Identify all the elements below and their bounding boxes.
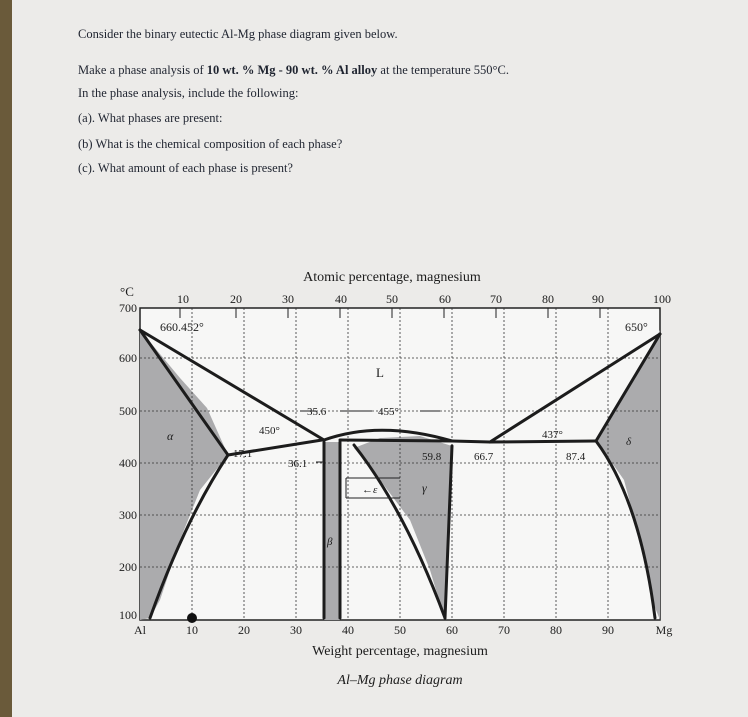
c36-label: 36.1: [288, 458, 308, 470]
marked-alloy-point: [187, 613, 197, 623]
t437-label: 437°: [542, 429, 563, 441]
atomic-tick: 30: [282, 292, 294, 306]
c59-label: 59.8: [422, 451, 442, 463]
question-item-c: (c). What amount of each phase is present?: [78, 161, 293, 175]
delta-label: δ: [626, 436, 632, 448]
right-element-label: Mg: [655, 623, 673, 637]
question-task: Make a phase analysis of 10 wt. % Mg - 90 wt. % Al alloy at the temperature 550°C.: [78, 63, 509, 77]
weight-tick: 30: [290, 623, 302, 637]
question-item-b: (b) What is the chemical composition of each phase?: [78, 137, 343, 151]
atomic-tick: 10: [177, 292, 189, 306]
atomic-tick: 60: [439, 292, 451, 306]
temp-tick: 600: [119, 351, 137, 365]
temperature-tick-labels: [119, 301, 137, 622]
temp-tick: 700: [119, 301, 137, 315]
liquid-label: L: [376, 365, 384, 380]
atomic-tick: 20: [230, 292, 242, 306]
weight-tick: 70: [498, 623, 510, 637]
left-element-label: Al: [134, 623, 146, 637]
atomic-tick: 70: [490, 292, 502, 306]
atomic-tick: 40: [335, 292, 347, 306]
temp-tick: 300: [119, 508, 137, 522]
bottom-axis-title: Weight percentage, magnesium: [312, 644, 488, 659]
c35-label: 35.6: [307, 406, 327, 418]
atomic-tick-labels: [177, 292, 671, 306]
temp-tick: 400: [119, 456, 137, 470]
epsilon-label: ←ε: [362, 484, 378, 496]
temp-tick: 500: [119, 404, 137, 418]
c87-label: 87.4: [566, 451, 586, 463]
atomic-tick: 80: [542, 292, 554, 306]
weight-tick: 40: [342, 623, 354, 637]
temp-unit-label: °C: [120, 284, 134, 299]
weight-tick: 90: [602, 623, 614, 637]
temp-tick: 200: [119, 560, 137, 574]
weight-tick: 50: [394, 623, 406, 637]
gamma-label: γ: [422, 481, 427, 495]
weight-tick: 60: [446, 623, 458, 637]
atomic-tick: 90: [592, 292, 604, 306]
eutectic-437: [490, 441, 596, 442]
atomic-tick: 50: [386, 292, 398, 306]
t455-label: 455°: [378, 406, 399, 418]
liquidus-right-1: [452, 441, 490, 442]
atomic-tick: 100: [653, 292, 671, 306]
question-intro: Consider the binary eutectic Al-Mg phase diagram given below.: [78, 27, 398, 41]
c66-label: 66.7: [474, 451, 494, 463]
question-include: In the phase analysis, include the following:: [78, 86, 299, 100]
top-axis-title: Atomic percentage, magnesium: [303, 270, 481, 285]
alpha-label: α: [167, 429, 174, 443]
mg-melting-label: 650°: [625, 320, 648, 334]
weight-tick: 20: [238, 623, 250, 637]
al-melting-label: 660.452°: [160, 320, 204, 334]
weight-tick-labels: [134, 623, 672, 637]
t450-label: 450°: [259, 425, 280, 437]
beta-label: β: [327, 536, 333, 548]
question-item-a: (a). What phases are present:: [78, 111, 223, 125]
eutectic-455: [340, 440, 452, 441]
c17-label: 17.1: [233, 448, 253, 460]
weight-tick: 10: [186, 623, 198, 637]
temp-tick: 100: [119, 608, 137, 622]
weight-tick: 80: [550, 623, 562, 637]
diagram-caption: Al–Mg phase diagram: [337, 673, 463, 688]
